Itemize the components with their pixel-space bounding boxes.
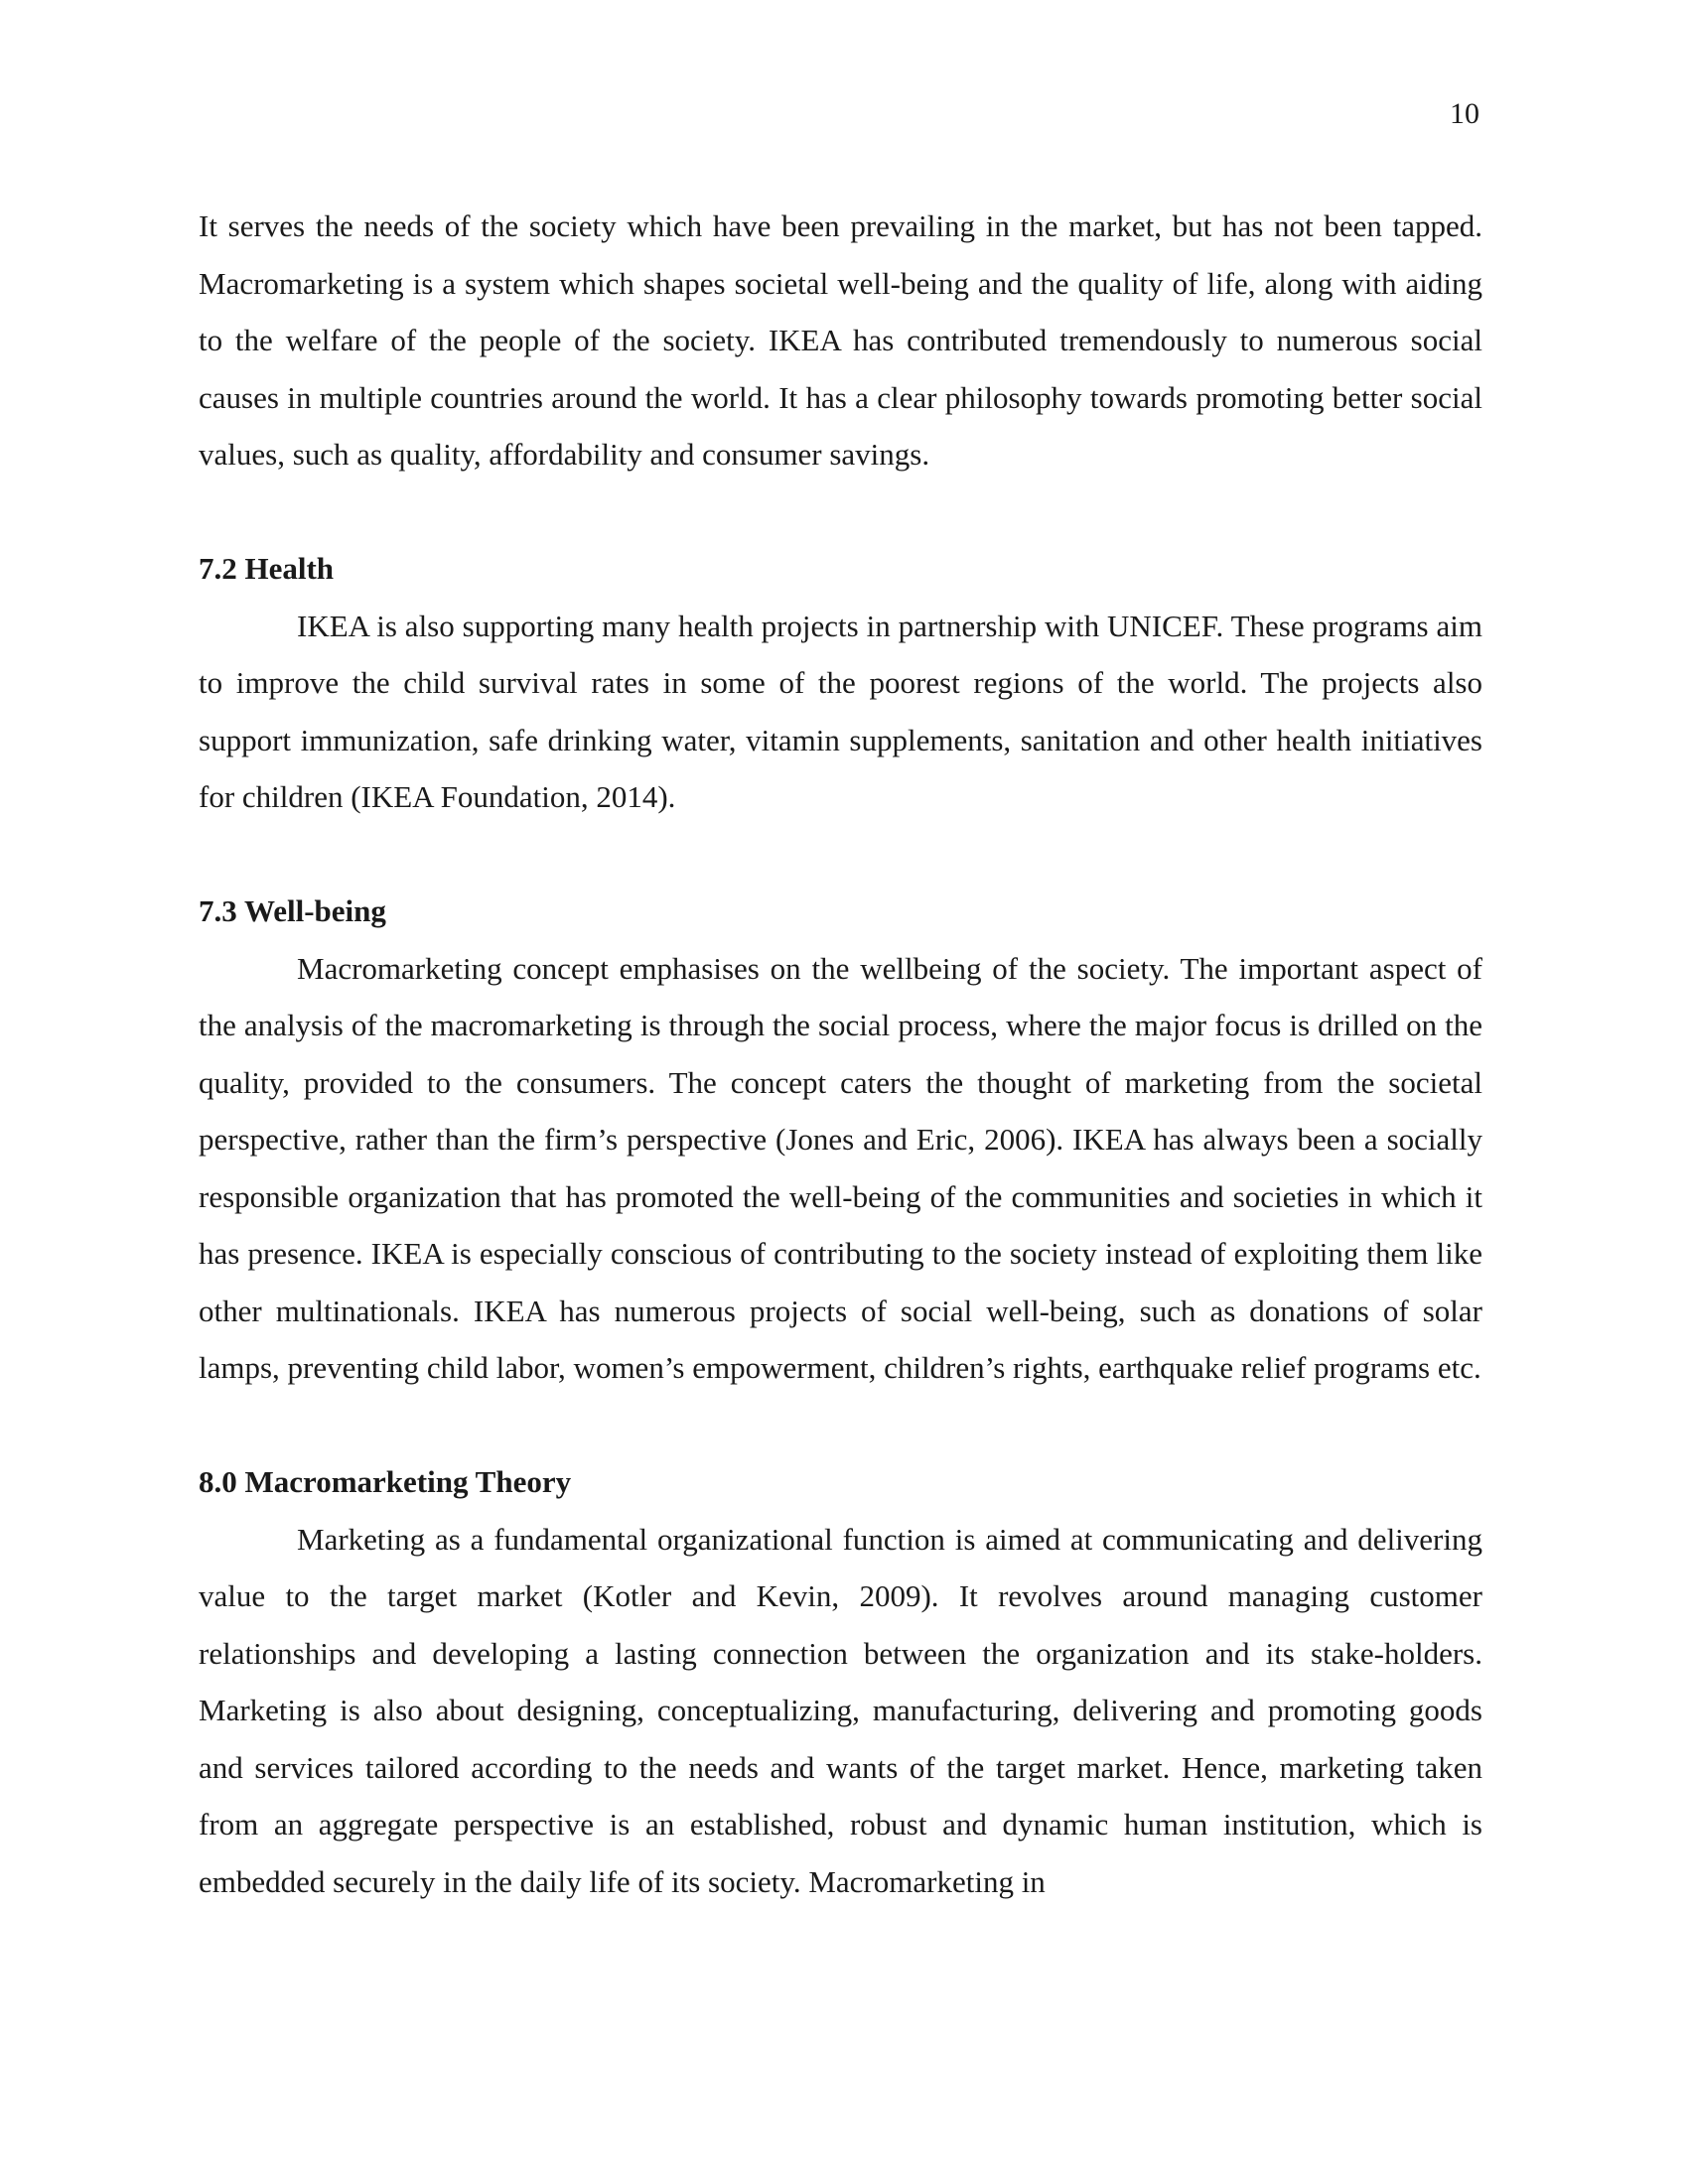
section-spacer: [199, 483, 1482, 541]
section-heading-macromarketing-theory: 8.0 Macromarketing Theory: [199, 1464, 572, 1499]
section-spacer: [199, 826, 1482, 884]
section-heading-health: 7.2 Health: [199, 551, 335, 586]
macromarketing-theory-paragraph: Marketing as a fundamental organizational function is aimed at communicating and delivering value to the target market (Kotler and Kevin, 2009). It revolves around managing customer relationships and developing a lasting connection between the organization and its stake-holders. Marketing is also about designing, conceptualizing, manufacturing, delivering and promoting goods and services tailored according to the needs and wants of the target market. Hence, marketing taken from an aggregate perspective is an established, robust and dynamic human institution, which is embedded securely in the daily life of its society. Macromarketing in: [199, 1521, 1482, 1899]
health-paragraph: IKEA is also supporting many health projects in partnership with UNICEF. These programs aim to improve the child survival rates in some of the poorest regions of the world. The projects also support immunization, safe drinking water, vitamin supplements, sanitation and other health initiatives for children (IKEA Foundation, 2014).: [199, 608, 1482, 814]
wellbeing-paragraph: Macromarketing concept emphasises on the wellbeing of the society. The important aspect of the analysis of the macromarketing is through the social process, where the major focus is drilled on the quality, provided to the consumers. The concept caters the thought of marketing from the societal perspective, rather than the firm’s perspective (Jones and Eric, 2006). IKEA has always been a socially responsible organization that has promoted the well-being of the communities and societies in which it has presence. IKEA is especially conscious of contributing to the society instead of exploiting them like other multinationals. IKEA has numerous projects of social well-being, such as donations of solar lamps, preventing child labor, women’s empowerment, children’s rights, earthquake relief programs etc.: [199, 950, 1482, 1385]
section-spacer: [199, 1397, 1482, 1454]
page-body: [199, 198, 1482, 1910]
section-heading-wellbeing: 7.3 Well-being: [199, 893, 386, 928]
page-number: 10: [1450, 97, 1479, 130]
intro-paragraph: It serves the needs of the society which have been prevailing in the market, but has not been tapped. Macromarketing is a system which shapes societal well-being and the quality of life, along with aiding to the welfare of the people of the society. IKEA has contributed tremendously to numerous social causes in multiple countries around the world. It has a clear philosophy towards promoting better social values, such as quality, affordability and consumer savings.: [199, 208, 1482, 472]
